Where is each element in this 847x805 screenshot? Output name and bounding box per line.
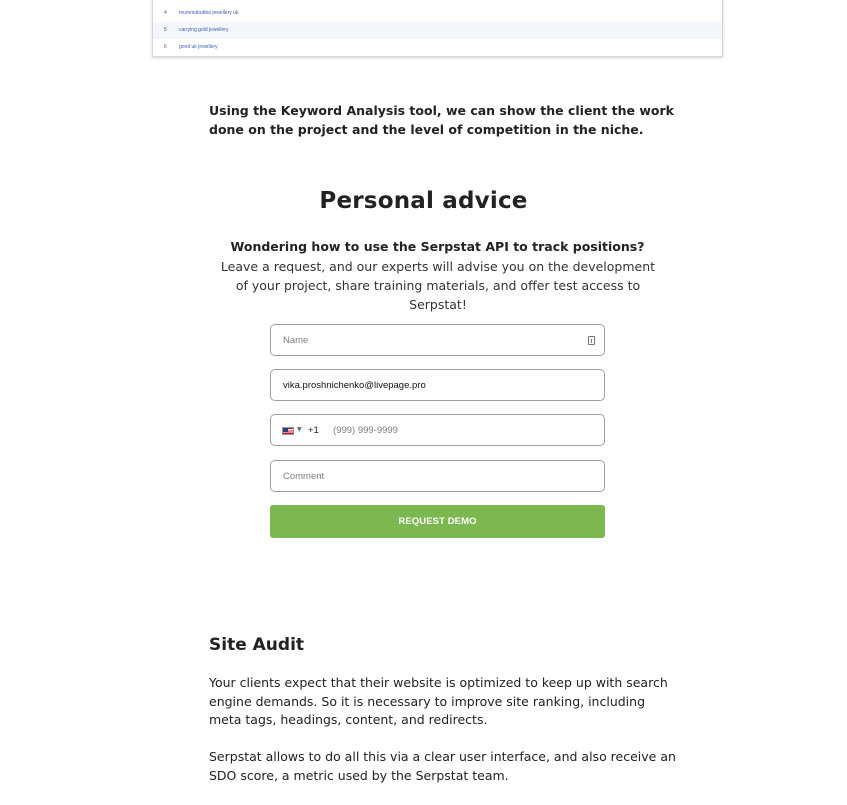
keyword-link: carrying gold jewellery: [179, 27, 229, 33]
advice-question: Wondering how to use the Serpstat API to track positions?: [230, 239, 645, 254]
row-number: 5: [164, 27, 167, 33]
table-row: [153, 5, 722, 22]
comment-input[interactable]: [271, 461, 604, 491]
email-field-wrapper: [270, 369, 605, 401]
table-row: [153, 22, 722, 39]
keyword-analysis-caption: Using the Keyword Analysis tool, we can show the client the work done on the project and the level of competition in the niche.: [209, 103, 674, 137]
advice-description: Leave a request, and our experts will advise you on the development of your project, share training materials, and offer test access to Serpstat!: [220, 259, 656, 312]
site-audit-paragraph-2: Serpstat allows to do all this via a clear user interface, and also receive an SDO score, a metric used by the Serpstat team.: [209, 749, 676, 783]
request-demo-button[interactable]: REQUEST DEMO: [270, 505, 605, 538]
name-input[interactable]: [271, 325, 604, 355]
keyword-link: mummabubba jewellery uk: [179, 10, 239, 16]
site-audit-title: Site Audit: [209, 635, 305, 655]
row-number: 4: [164, 10, 167, 16]
table-row: [153, 39, 722, 56]
keyword-link: good uk jewellery: [179, 44, 218, 50]
site-audit-paragraph-1: Your clients expect that their website is optimized to keep up with search engine demands. So it is necessary to improve site ranking, including meta tags, headings, content, and redirects.: [209, 675, 668, 727]
personal-advice-title: Personal advice: [319, 188, 528, 214]
phone-field-wrapper: [270, 414, 605, 446]
comment-field-wrapper: [270, 460, 605, 492]
email-input[interactable]: [271, 370, 604, 400]
phone-dial-code: +1: [308, 425, 319, 436]
contact-card-icon: [588, 336, 595, 345]
keyword-table-screenshot: [152, 0, 723, 57]
chevron-down-icon[interactable]: ▼: [297, 426, 302, 433]
phone-input[interactable]: [271, 415, 604, 445]
row-number: 6: [164, 44, 167, 50]
name-field-wrapper: [270, 324, 605, 356]
